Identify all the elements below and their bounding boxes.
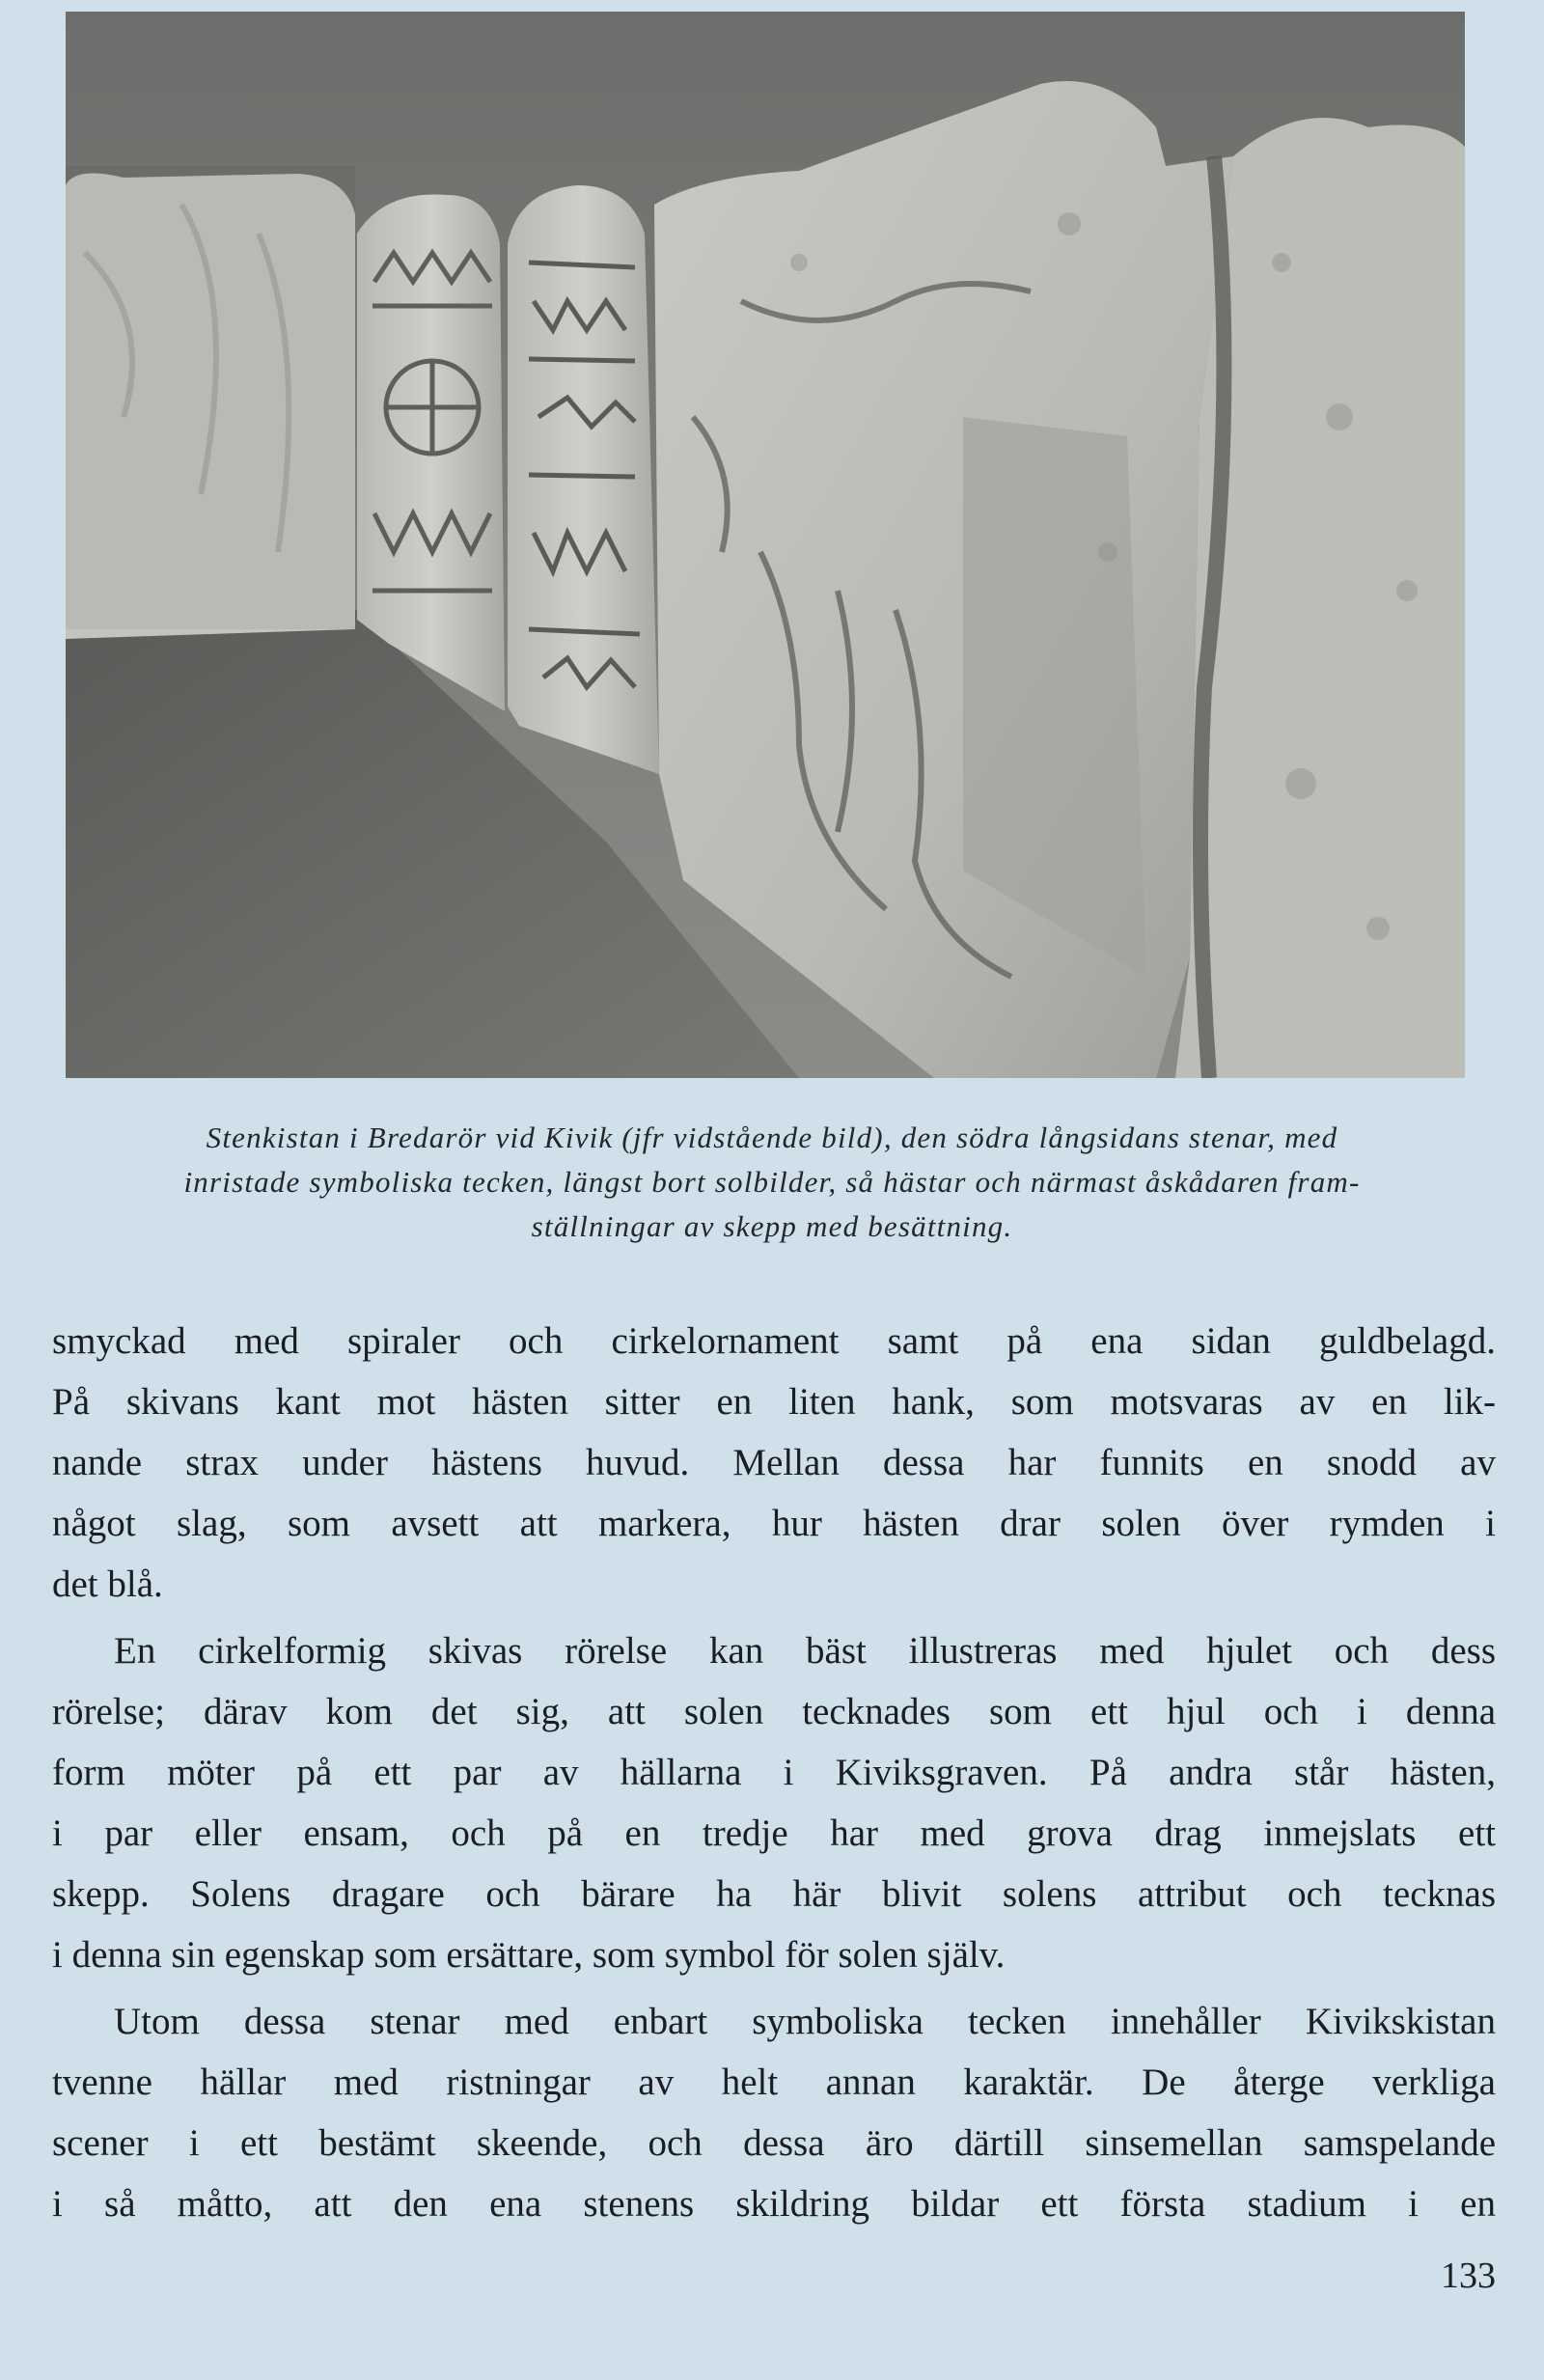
text-line: rörelse; därav kom det sig, att solen tecknades som ett hjul och i denna xyxy=(52,1691,1496,1732)
text-line: form möter på ett par av hällarna i Kiviksgraven. På andra står hästen, xyxy=(52,1752,1496,1793)
paragraph xyxy=(52,1991,1496,2234)
body-text xyxy=(52,1311,1496,2234)
caption-line: inristade symboliska tecken, längst bort solbilder, så hästar och närmast åskådaren fram- xyxy=(183,1165,1361,1199)
caption-line: Stenkistan i Bredarör vid Kivik (jfr vidstående bild), den södra långsidans stenar, med xyxy=(206,1121,1338,1154)
caption-line: ställningar av skepp med besättning. xyxy=(531,1209,1013,1243)
text-line: i par eller ensam, och på en tredje har med grova drag inmejslats ett xyxy=(52,1813,1496,1854)
text-line: nande strax under hästens huvud. Mellan dessa har funnits en snodd av xyxy=(52,1442,1496,1483)
text-line: något slag, som avsett att markera, hur hästen drar solen över rymden i xyxy=(52,1503,1496,1544)
text-line: På skivans kant mot hästen sitter en liten hank, som motsvaras av en lik- xyxy=(52,1381,1496,1423)
text-line: smyckad med spiraler och cirkelornament samt på ena sidan guldbelagd. xyxy=(52,1320,1496,1362)
page-number: 133 xyxy=(1441,2255,1496,2296)
text-line: det blå. xyxy=(52,1564,163,1605)
text-line: i så måtto, att den ena stenens skildring bildar ett första stadium i en xyxy=(52,2183,1496,2225)
text-line: scener i ett bestämt skeende, och dessa äro därtill sinsemellan samspelande xyxy=(52,2122,1496,2164)
stone-cist-photograph xyxy=(66,12,1465,1078)
text-line: skepp. Solens dragare och bärare ha här blivit solens attribut och tecknas xyxy=(52,1873,1496,1915)
figure-caption xyxy=(48,1116,1496,1249)
text-line: i denna sin egenskap som ersättare, som symbol för solen själv. xyxy=(52,1934,1006,1976)
text-line: Utom dessa stenar med enbart symboliska tecken innehåller Kivikskistan xyxy=(114,2001,1496,2042)
text-line: tvenne hällar med ristningar av helt annan karaktär. De återge verkliga xyxy=(52,2062,1496,2103)
text-line: En cirkelformig skivas rörelse kan bäst illustreras med hjulet och dess xyxy=(114,1630,1496,1672)
paragraph xyxy=(52,1620,1496,1985)
paragraph xyxy=(52,1311,1496,1615)
